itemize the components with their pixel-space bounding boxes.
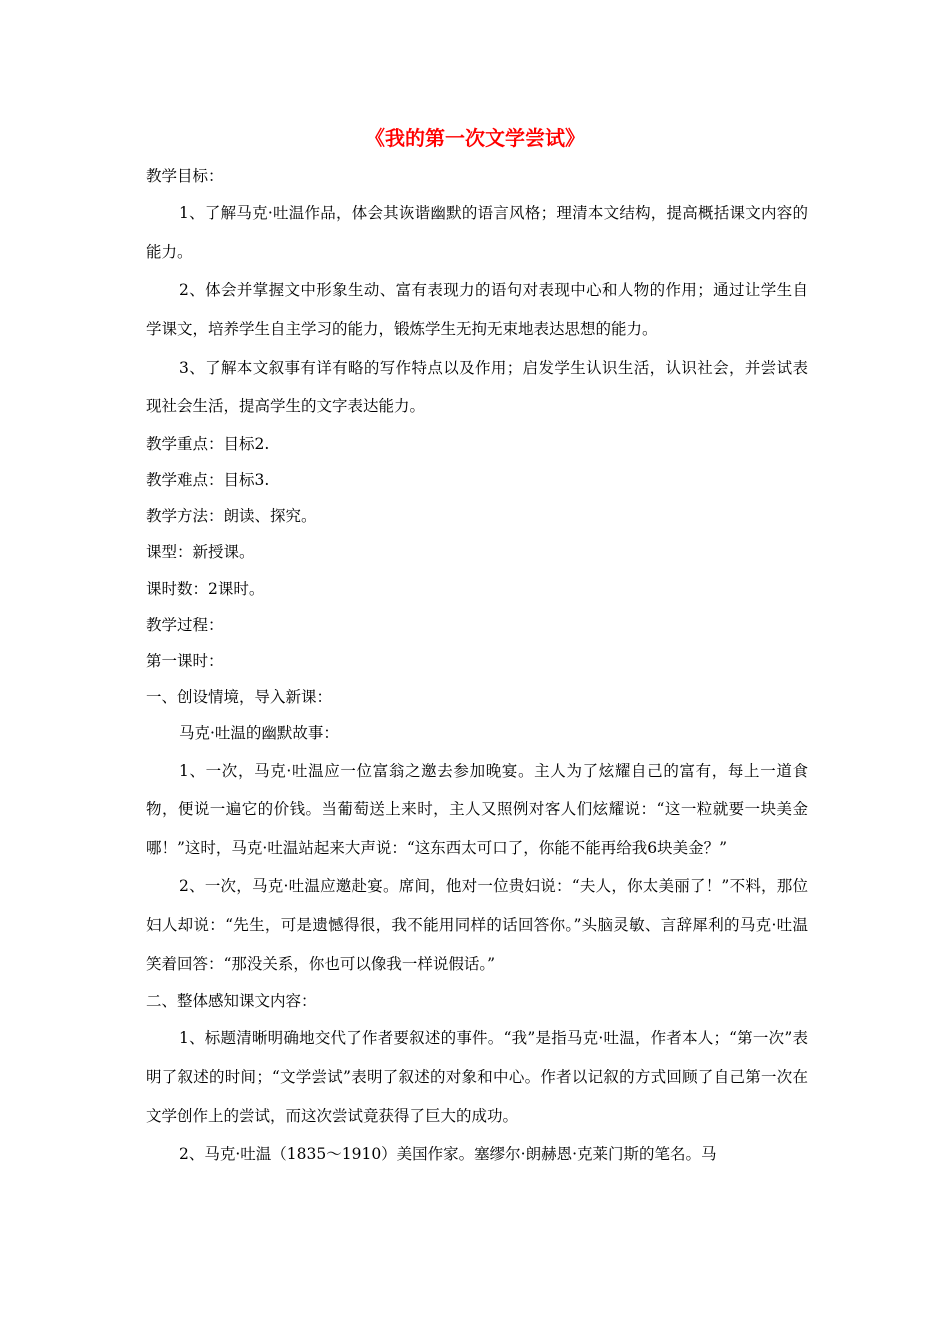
key-point: 教学重点：目标2. bbox=[146, 434, 270, 453]
lesson-type: 课型：新授课。 bbox=[146, 543, 255, 562]
lesson-hours: 课时数：2课时。 bbox=[146, 579, 265, 598]
objective-item: 3、了解本文叙事有详有略的写作特点以及作用；启发学生认识生活，认识社会，并尝试表现社会生活，提高学生的文字表达能力。 bbox=[146, 358, 808, 416]
document-body bbox=[146, 158, 808, 1174]
objective-item: 1、了解马克·吐温作品，体会其诙谐幽默的语言风格；理清本文结构，提高概括课文内容的能力。 bbox=[146, 204, 808, 261]
story-item: 1、一次，马克·吐温应一位富翁之邀去参加晚宴。主人为了炫耀自己的富有，每上一道食物，便说一遍它的价钱。当葡萄送上来时，主人又照例对客人们炫耀说：“这一粒就要一块美金哪！”这时，马克·吐温站起来大声说：“这东西太可口了，你能不能再给我6块美金？” bbox=[146, 761, 808, 857]
section-item: 2、马克·吐温（1835～1910）美国作家。塞缪尔·朗赫恩·克莱门斯的笔名。马 bbox=[179, 1145, 717, 1164]
first-lesson-label: 第一课时： bbox=[146, 651, 224, 670]
stories-label: 马克·吐温的幽默故事： bbox=[179, 724, 339, 743]
section-heading: 二、整体感知课文内容： bbox=[146, 992, 317, 1011]
process-label: 教学过程： bbox=[146, 615, 224, 634]
teaching-method: 教学方法：朗读、探究。 bbox=[146, 507, 317, 526]
objective-item: 2、体会并掌握文中形象生动、富有表现力的语句对表现中心和人物的作用；通过让学生自学课文，培养学生自主学习的能力，锻炼学生无拘无束地表达思想的能力。 bbox=[146, 281, 808, 338]
objectives-label: 教学目标： bbox=[146, 167, 224, 185]
section-heading: 一、创设情境，导入新课： bbox=[146, 688, 333, 707]
document-title: 《我的第一次文学尝试》 bbox=[365, 126, 585, 150]
section-item: 1、标题清晰明确地交代了作者要叙述的事件。“我”是指马克·吐温，作者本人；“第一次”表明了叙述的时间；“文学尝试”表明了叙述的对象和中心。作者以记叙的方式回顾了自己第一次在文学创作上的尝试，而这次尝试竟获得了巨大的成功。 bbox=[146, 1029, 808, 1125]
difficulty: 教学难点：目标3. bbox=[146, 470, 270, 489]
story-item: 2、一次，马克·吐温应邀赴宴。席间，他对一位贵妇说：“夫人，你太美丽了！”不料，那位妇人却说：“先生，可是遗憾得很，我不能用同样的话回答你。”头脑灵敏、言辞犀利的马克·吐温笑着回答：“那没关系，你也可以像我一样说假话。” bbox=[146, 877, 808, 973]
